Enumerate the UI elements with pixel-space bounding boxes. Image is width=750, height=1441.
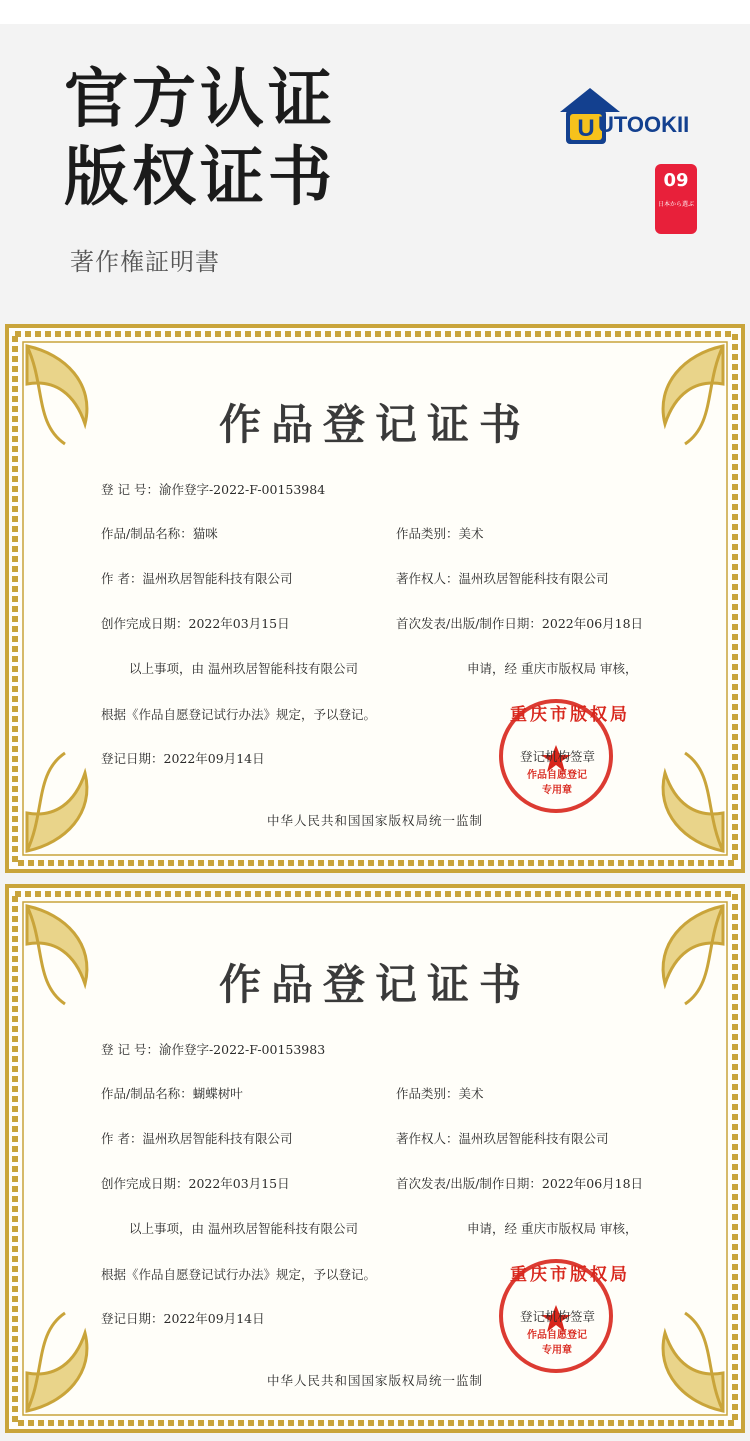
page-title-line-2: 版权证书	[64, 141, 336, 215]
page-title-line-1: 官方认证	[64, 63, 336, 137]
statement-review: 申请，经 重庆市版权局 审核，	[467, 661, 638, 676]
statement-regulation: 根据《作品自愿登记试行办法》规定，予以登记。	[101, 707, 377, 722]
seal-top-text: 重庆市版权局	[510, 705, 630, 725]
certificate-2	[5, 884, 745, 1433]
seal-line-1: 作品自愿登记	[527, 770, 587, 781]
author: 作 者：温州玖居智能科技有限公司	[101, 571, 293, 586]
certificate-title: 作品登记证书	[218, 400, 531, 449]
registration-number: 登 记 号：渝作登字-2022-F-00153983	[101, 1042, 326, 1057]
work-name: 作品/制品名称：蝴蝶树叶	[101, 1086, 243, 1101]
registration-number: 登 记 号：渝作登字-2022-F-00153984	[101, 482, 326, 497]
copyright-owner: 著作权人：温州玖居智能科技有限公司	[396, 1131, 609, 1146]
certificate-title: 作品登记证书	[218, 960, 531, 1009]
completion-date: 创作完成日期：2022年03月15日	[101, 616, 290, 631]
completion-date: 创作完成日期：2022年03月15日	[101, 1176, 290, 1191]
publish-date: 首次发表/出版/制作日期：2022年06月18日	[396, 616, 644, 631]
seal-line-2: 专用章	[542, 785, 572, 796]
seal-line-2: 专用章	[542, 1345, 572, 1356]
sign-label: 登记机构签章	[520, 1309, 596, 1324]
seal-top-text: 重庆市版权局	[510, 1265, 630, 1285]
badge-number: 09	[663, 170, 689, 191]
work-category: 作品类别：美术	[396, 1086, 484, 1101]
statement-review: 申请，经 重庆市版权局 审核，	[467, 1221, 638, 1236]
registration-date: 登记日期：2022年09月14日	[101, 1311, 265, 1326]
seal-line-1: 作品自愿登记	[527, 1330, 587, 1341]
svg-text:U: U	[577, 115, 595, 142]
seal-text	[526, 1328, 588, 1358]
badge-caption: 日本から選ぶ	[657, 201, 694, 208]
statement-regulation: 根据《作品自愿登记试行办法》规定，予以登记。	[101, 1267, 377, 1282]
top-strip	[0, 0, 750, 24]
sign-label: 登记机构签章	[520, 749, 596, 764]
seal-text	[526, 768, 588, 798]
brand-logo	[556, 80, 716, 150]
registration-date: 登记日期：2022年09月14日	[101, 751, 265, 766]
number-badge	[655, 164, 697, 234]
statement-applicant: 以上事项，由 温州玖居智能科技有限公司	[129, 1221, 358, 1236]
work-category: 作品类别：美术	[396, 526, 484, 541]
brand-name: UTOOKII	[598, 112, 690, 137]
author: 作 者：温州玖居智能科技有限公司	[101, 1131, 293, 1146]
statement-applicant: 以上事项，由 温州玖居智能科技有限公司	[129, 661, 358, 676]
copyright-owner: 著作权人：温州玖居智能科技有限公司	[396, 571, 609, 586]
publish-date: 首次发表/出版/制作日期：2022年06月18日	[396, 1176, 644, 1191]
hero-header	[0, 24, 750, 324]
certificate-footer: 中华人民共和国国家版权局统一监制	[266, 1373, 483, 1388]
certificate-footer: 中华人民共和国国家版权局统一监制	[266, 813, 483, 828]
page-subtitle: 著作権証明書	[70, 248, 220, 276]
work-name: 作品/制品名称：猫咪	[101, 526, 218, 541]
certificate-1	[5, 324, 745, 873]
